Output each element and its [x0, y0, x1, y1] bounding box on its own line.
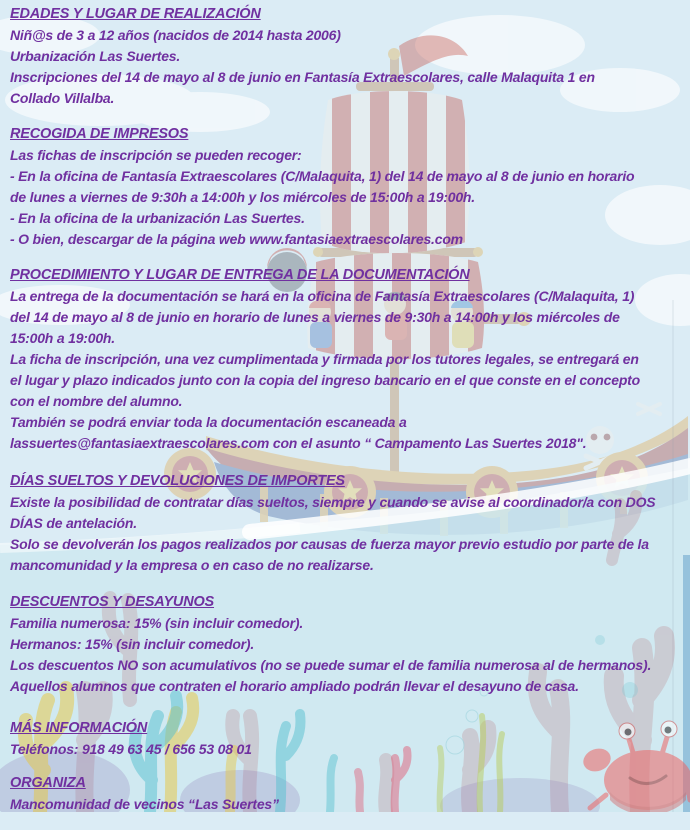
text-line: 15:00h a 19:00h.: [10, 330, 115, 346]
section-body: [10, 492, 686, 576]
text-line: Mancomunidad de vecinos “Las Suertes”: [10, 796, 279, 812]
section-heading: DESCUENTOS Y DESAYUNOS: [10, 594, 215, 610]
section-heading: EDADES Y LUGAR DE REALIZACIÓN: [10, 6, 261, 22]
text-line: Familia numerosa: 15% (sin incluir comedor).: [10, 615, 304, 631]
section-heading: MÁS INFORMACIÓN: [10, 720, 148, 736]
text-line: Los descuentos NO son acumulativos (no se puede sumar el de familia numerosa al de hermanos).: [10, 657, 652, 673]
section-procedimiento: [10, 265, 686, 454]
section-body: [10, 739, 686, 760]
text-line: Urbanización Las Suertes.: [10, 48, 181, 64]
section-heading: RECOGIDA DE IMPRESOS: [10, 126, 189, 142]
text-line: También se podrá enviar toda la documentación escaneada a: [10, 414, 407, 430]
text-line: DÍAS de antelación.: [10, 515, 137, 531]
text-line: Inscripciones del 14 de mayo al 8 de junio en Fantasía Extraescolares, calle Malaquita 1 en: [10, 69, 595, 85]
section-body: [10, 613, 686, 697]
text-line: La ficha de inscripción, una vez cumplimentada y firmada por los tutores legales, se entregará en: [10, 351, 639, 367]
text-line: de lunes a viernes de 9:30h a 14:00h y los miércoles de 15:00h a 19:00h.: [10, 189, 475, 205]
section-mas-informacion: [10, 718, 686, 760]
text-line: Solo se devolverán los pagos realizados por causas de fuerza mayor previo estudio por parte de la: [10, 536, 649, 552]
section-body: [10, 145, 686, 250]
section-heading: PROCEDIMIENTO Y LUGAR DE ENTREGA DE LA DOCUMENTACIÓN: [10, 267, 470, 283]
text-line: Collado Villalba.: [10, 90, 115, 106]
section-heading: DÍAS SUELTOS Y DEVOLUCIONES DE IMPORTES: [10, 473, 345, 489]
text-line: con el nombre del alumno.: [10, 393, 183, 409]
text-line: Niñ@s de 3 a 12 años (nacidos de 2014 hasta 2006): [10, 27, 341, 43]
section-body: [10, 25, 686, 109]
text-line: La entrega de la documentación se hará en la oficina de Fantasía Extraescolares (C/Malaquita, 1): [10, 288, 635, 304]
text-line: - En la oficina de la urbanización Las Suertes.: [10, 210, 305, 226]
section-body: [10, 286, 686, 454]
text-line: Teléfonos: 918 49 63 45 / 656 53 08 01: [10, 741, 252, 757]
section-organiza: [10, 773, 686, 815]
text-line: - O bien, descargar de la página web www.fantasiaextraescolares.com: [10, 231, 463, 247]
text-line: del 14 de mayo al 8 de junio en horario de lunes a viernes de 9:30h a 14:00h y los miércoles de: [10, 309, 620, 325]
text-line: - En la oficina de Fantasía Extraescolares (C/Malaquita, 1) del 14 de mayo al 8 de junio en horario: [10, 168, 635, 184]
section-dias-sueltos: [10, 471, 686, 576]
section-edades: [10, 4, 686, 109]
text-line: Hermanos: 15% (sin incluir comedor).: [10, 636, 255, 652]
text-line: mancomunidad y la empresa o en caso de no realizarse.: [10, 557, 374, 573]
flyer-text: [10, 4, 686, 830]
text-line: Existe la posibilidad de contratar días sueltos, siempre y cuando se avise al coordinador/a con DOS: [10, 494, 656, 510]
text-line: Las fichas de inscripción se pueden recoger:: [10, 147, 302, 163]
section-descuentos: [10, 592, 686, 697]
section-recogida: [10, 124, 686, 250]
text-line: Aquellos alumnos que contraten el horario ampliado podrán llevar el desayuno de casa.: [10, 678, 579, 694]
section-heading: ORGANIZA: [10, 775, 86, 791]
text-line: lassuertes@fantasiaextraescolares.com con el asunto “ Campamento Las Suertes 2018".: [10, 435, 587, 451]
text-line: el lugar y plazo indicados junto con la copia del ingreso bancario en el que conste en el concepto: [10, 372, 640, 388]
